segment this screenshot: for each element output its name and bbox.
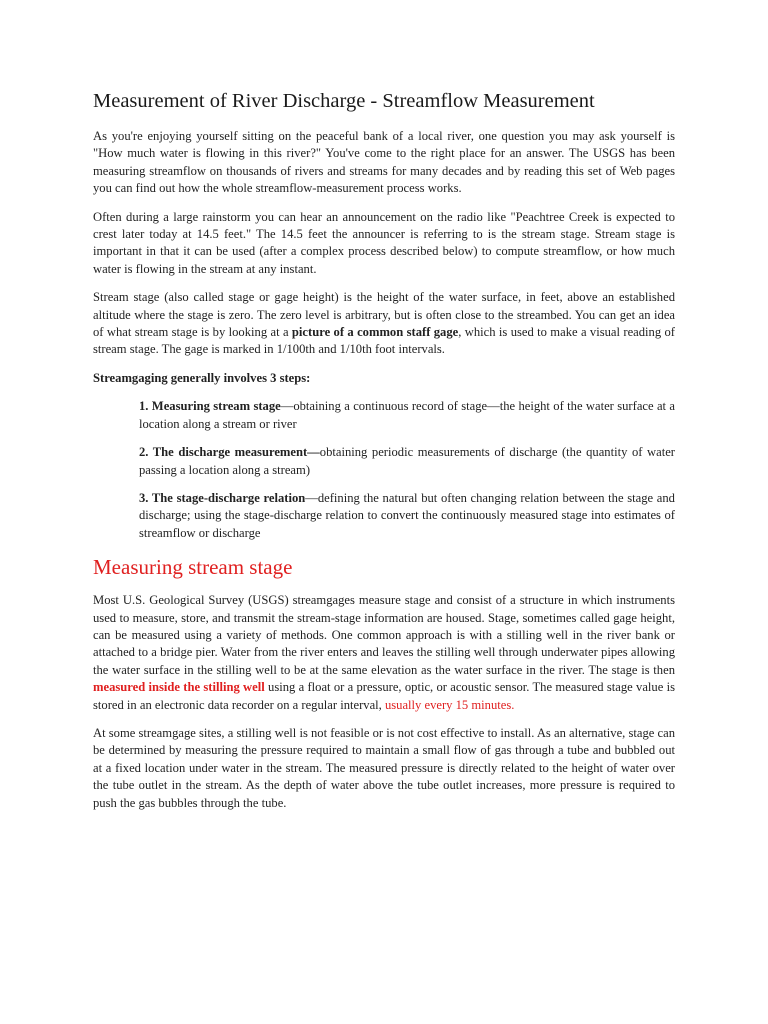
section-p1-text-start: Most U.S. Geological Survey (USGS) streamgages measure stage and consist of a structure in which instruments used to measure, store, and transmit the stream-stage information are housed. Stage, sometimes called gage height, can be measured using a variety of methods. One common approach is with a stilling well in the river bank or attached to a bridge pier. Water from the river enters and leaves the stilling well through underwater pipes allowing the water surface in the stilling well to be at the same elevation as the water surface in the river. The stage is then: [93, 593, 675, 677]
interval-highlight: usually every 15 minutes.: [384, 697, 515, 712]
step-3-text: —defining the natural but often changing relation between the stage and discharge; using the stage-discharge relation to convert the continuously measured stage into estimates of streamflow or discharge: [139, 490, 675, 540]
intro-p3-text-end: , which is used to make a visual reading of stream stage. The gage is marked in 1/100th and 1/10th foot intervals.: [93, 325, 675, 357]
steps-list: [139, 398, 675, 542]
intro-paragraph-2: Often during a large rainstorm you can hear an announcement on the radio like "Peachtree Creek is expected to crest later today at 14.5 feet." The 14.5 feet the announcer is referring to is the stream stage. Stream stage is important in that it can be used (after a complex process described below) to compute streamflow, or how much water is flowing in the stream at any instant.: [93, 209, 675, 276]
section-title: Measuring stream stage: [93, 555, 293, 580]
intro-p3-text-start: Stream stage (also called stage or gage height) is the height of the water surface, in feet, above an established altitude where the stage is zero. The zero level is arbitrary, but is often close to the streambed. You can get an idea of what stream stage is by looking at a: [93, 290, 675, 340]
staff-gage-picture-link[interactable]: picture of a common staff gage: [291, 325, 459, 340]
section-p1-text-middle: using a float or a pressure, optic, or acoustic sensor. The measured stage value is stored in an electronic data recorder on a regular interval,: [93, 680, 675, 712]
step-3-label: 3. The stage-discharge relation: [139, 490, 306, 505]
step-item-3: [139, 490, 675, 542]
intro-paragraph-1: As you're enjoying yourself sitting on the peaceful bank of a local river, one question you may ask yourself is "How much water is flowing in this river?" You've come to the right place for an answer. The USGS has been measuring streamflow on thousands of rivers and streams for many decades and by reading this set of Web pages you can find out how the whole streamflow-measurement process works.: [93, 129, 675, 196]
step-1-label: 1. Measuring stream stage: [139, 399, 281, 414]
document-page: [93, 88, 675, 823]
step-2-text: obtaining periodic measurements of discharge (the quantity of water passing a location along a stream): [139, 445, 675, 477]
section-paragraph-2: At some streamgage sites, a stilling well is not feasible or is not cost effective to install. As an alternative, stage can be determined by measuring the pressure required to maintain a small flow of gas through a tube and bubbled out at a fixed location under water in the stream. The measured pressure is directly related to the height of water over the tube outlet in the stream. As the depth of water above the tube outlet increases, more pressure is required to push the gas bubbles through the tube.: [93, 725, 675, 810]
page-title: Measurement of River Discharge - Streamflow Measurement: [93, 90, 595, 112]
intro-paragraph-3: [93, 289, 675, 359]
step-2-label: 2. The discharge measurement—: [139, 445, 320, 460]
step-item-2: [139, 444, 675, 479]
step-item-1: [139, 398, 675, 433]
step-1-text: —obtaining a continuous record of stage—the height of the water surface at a location along a stream or river: [139, 399, 676, 431]
section-paragraph-1: [93, 592, 675, 714]
stilling-well-highlight: measured inside the stilling well: [93, 680, 265, 695]
steps-heading: Streamgaging generally involves 3 steps:: [93, 370, 311, 385]
